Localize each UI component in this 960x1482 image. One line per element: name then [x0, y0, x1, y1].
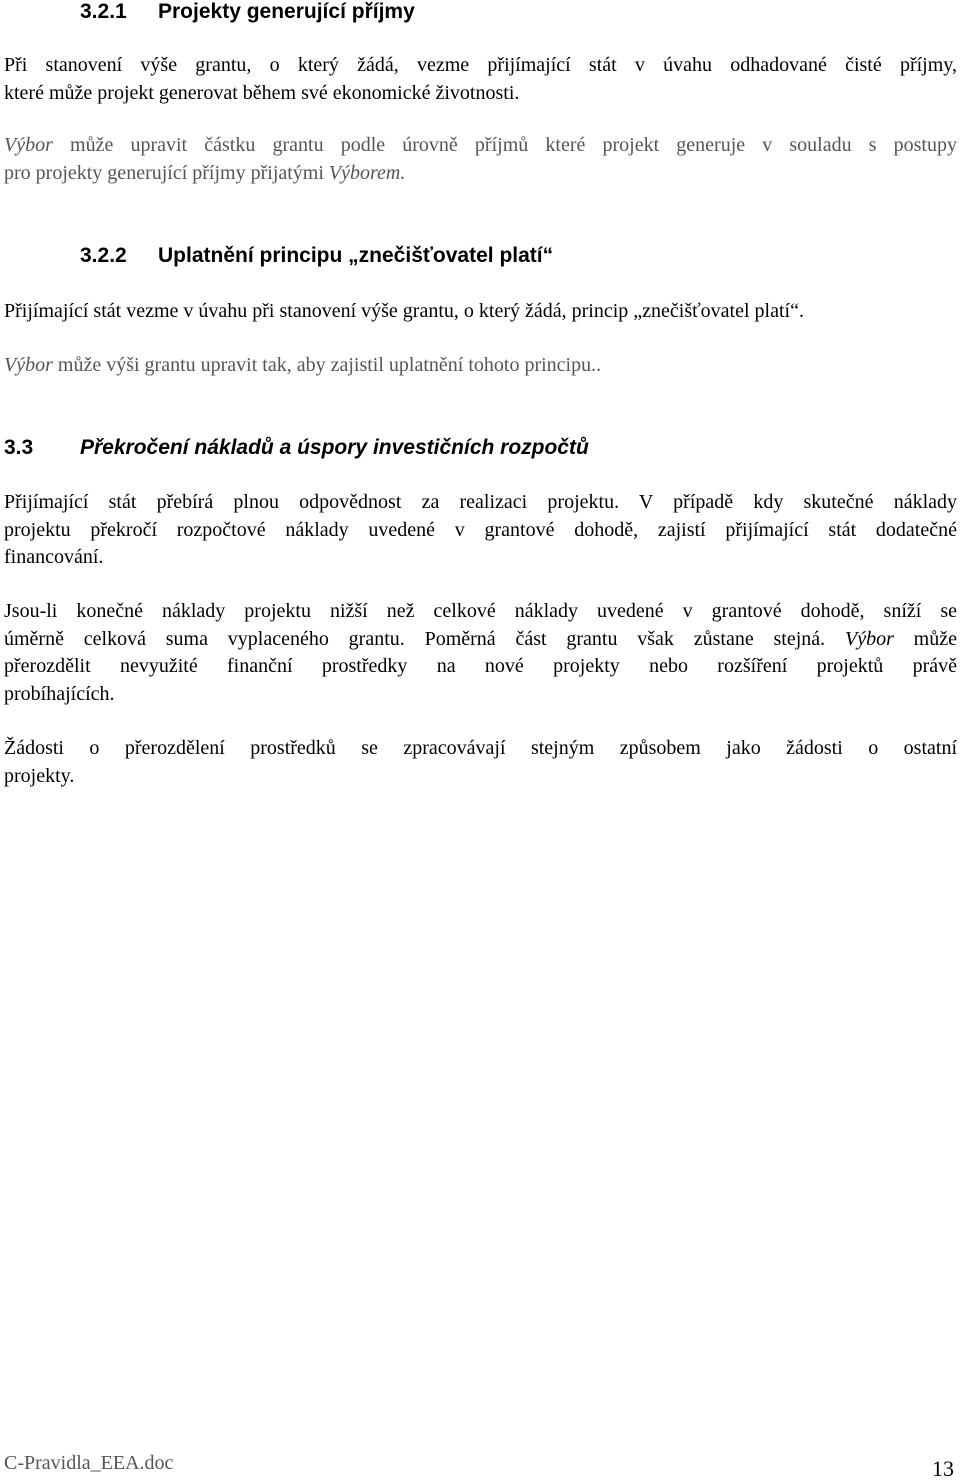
- paragraph-reallocation: [4, 735, 957, 790]
- paragraph-line: [4, 352, 957, 380]
- paragraph-line: Přijímající stát vezme v úvahu při stanovení výše grantu, o který žádá, princip „znečišťovatel platí“.: [4, 300, 804, 322]
- footer-page-number: 13: [932, 1456, 954, 1481]
- section-title: Uplatnění principu „znečišťovatel platí“: [158, 244, 554, 267]
- paragraph-committee-principle: [4, 352, 957, 380]
- paragraph-committee-adjust: [4, 132, 957, 187]
- section-title: Překročení nákladů a úspory investičních rozpočtů: [80, 436, 589, 459]
- paragraph-lower-costs: [4, 598, 957, 708]
- paragraph-cost-overrun: [4, 489, 957, 572]
- paragraph-text: úměrně celková suma vyplaceného grantu. Poměrná část grantu však zůstane stejná.: [4, 627, 845, 650]
- paragraph-line: [4, 626, 957, 654]
- section-number: 3.3: [4, 436, 34, 459]
- section-number: 3.2.1: [80, 0, 127, 23]
- section-heading-3-2-2: [80, 244, 553, 268]
- paragraph-line: probíhajících.: [4, 682, 115, 705]
- footer-filename: C-Pravidla_EEA.doc: [4, 1452, 174, 1474]
- paragraph-line: Žádosti o přerozdělení prostředků se zpracovávají stejným způsobem jako žádosti o ostatní: [4, 737, 957, 759]
- paragraph-text: může upravit částku grantu podle úrovně příjmů které projekt generuje v souladu s postupy: [52, 134, 957, 156]
- emphasis-vybor: Výbor: [844, 627, 894, 650]
- section-number: 3.2.2: [80, 244, 127, 267]
- paragraph-line: [4, 160, 957, 188]
- paragraph-line: Jsou-li konečné náklady projektu nižší než celkové náklady uvedené v grantové dohodě, sníží se: [4, 600, 957, 622]
- paragraph-net-revenue: [4, 52, 957, 107]
- paragraph-line: Přijímající stát přebírá plnou odpovědnost za realizaci projektu. V případě kdy skutečné náklady: [4, 491, 957, 513]
- paragraph-line: projektu překročí rozpočtové náklady uvedené v grantové dohodě, zajistí přijímající stát dodatečné: [4, 518, 957, 541]
- paragraph-text: může výši grantu upravit tak, aby zajistil uplatnění tohoto principu..: [52, 354, 602, 376]
- paragraph-polluter-pays: [4, 298, 957, 326]
- section-heading-3-2-1: [80, 0, 415, 24]
- emphasis-vybor: Výbor: [4, 134, 53, 156]
- emphasis-vybor: Výbor: [4, 354, 53, 376]
- paragraph-text: pro projekty generující příjmy přijatými: [4, 161, 329, 184]
- emphasis-vyborem: Výborem.: [328, 161, 406, 184]
- paragraph-line: Při stanovení výše grantu, o který žádá, vezme přijímající stát v úvahu odhadované čisté příjmy,: [4, 54, 957, 76]
- paragraph-line: projekty.: [4, 764, 75, 787]
- section-heading-3-3: [4, 436, 589, 460]
- paragraph-line: přerozdělit nevyužité finanční prostředky na nové projekty nebo rozšíření projektů právě: [4, 655, 957, 677]
- paragraph-line: které může projekt generovat během své ekonomické životnosti.: [4, 81, 520, 104]
- paragraph-line: [4, 132, 957, 160]
- paragraph-text: může: [893, 627, 957, 650]
- section-title: Projekty generující příjmy: [158, 0, 415, 23]
- paragraph-line: financování.: [4, 546, 104, 568]
